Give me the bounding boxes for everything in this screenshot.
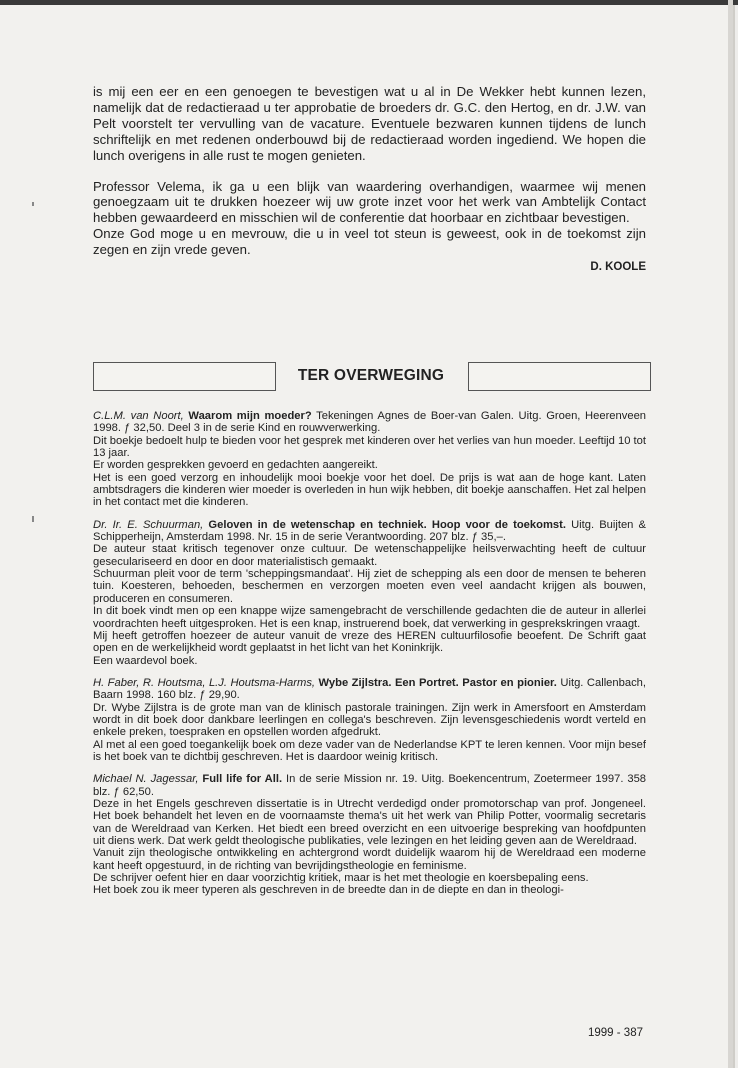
review-meta: In de serie Mission nr. 19. Uitg. Boekencentrum, Zoetermeer 1997. 358 blz. ƒ 62,50. [93,773,647,798]
letter-paragraph: Onze God moge u en mevrouw, die u in veel tot steun is geweest, ook in de toekomst zijn zegen en zijn vrede geven. [93,226,646,258]
review-meta: Uitg. Buijten & Schipperheijn, Amsterdam 1998. Nr. 15 in de serie Verantwoording. 207 blz. ƒ 35,–. [93,518,646,544]
review-meta: Tekeningen Agnes de Boer-van Galen. Uitg. Groen, Heerenveen 1998. ƒ 32,50. Deel 3 in de serie Kind en rouwverwerking. [93,410,647,435]
review-author: Michael N. Jagessar, [93,773,199,786]
review-paragraph: Een waardevol boek. [93,654,198,667]
review-title: Wybe Zijlstra. Een Portret. Pastor en pionier. [318,676,557,689]
review-paragraph: Er worden gesprekken gevoerd en gedachten aangereikt. [93,459,378,472]
header-box-left [93,362,276,391]
review-title: Geloven in de wetenschap en techniek. Hoop voor de toekomst. [208,518,566,531]
review-author: Dr. Ir. E. Schuurman, [93,518,204,531]
review-paragraph: In dit boek vindt men op een knappe wijze samengebracht de verschillende gedachten die de auteur in allerlei voordrachten heeft uitgesproken. Het is een knap, instruerend boek, dat verwerking in gesprekskringen vraagt. [93,605,646,630]
review-author: C.L.M. van Noort, [93,410,184,422]
review-paragraph: Het is een goed verzorg en inhoudelijk mooi boekje voor het doel. De prijs is wat aan de hoge kant. Laten ambtsdragers die kinderen wier moeder is overleden in hun wijk hebben, dit boekje aanschaffen. Het zal helpen in het contact met die kinderen. [93,471,646,509]
review-paragraph: Deze in het Engels geschreven dissertatie is in Utrecht verdedigd onder promotorschap van prof. Jongeneel. Het boek behandelt het leven en de voornaamste thema's uit het werk van Philip Potter, voormalig secretaris van de Wereldraad van Kerken. Het biedt een breed overzicht en een uitvoerige bespreking van hoofdpunten uit diens werk. Dat werk geldt theologische publikaties, vele lezingen en het leiding geven aan de Wereldraad. [93,797,646,847]
section-title: TER OVERWEGING [297,367,445,384]
review-item [93,773,646,896]
review-author: H. Faber, R. Houtsma, L.J. Houtsma-Harms, [93,676,316,689]
page-number: 1999 - 387 [588,1027,643,1039]
review-paragraph: Het boek zou ik meer typeren als geschreven in de breedte dan in de diepte en dan in theologi- [93,884,564,897]
review-paragraph: De schrijver oefent hier en daar voorzichtig kritiek, maar is het met theologie en koersbepaling eens. [93,872,589,885]
letter-paragraph: Professor Velema, ik ga u een blijk van waardering overhandigen, waarmee wij menen genoegzaam uit te drukken hoezeer wij uw grote inzet voor het werk van Ambtelijk Contact hebben gewaardeerd en misschien wil de conferentie dat hoorbaar en zichtbaar bevestigen. [93,178,646,226]
review-paragraph: De auteur staat kritisch tegenover onze cultuur. De wetenschappelijke heilsverwachting heeft de cultuur geseculariseerd en door en door materialistisch gemaakt. [93,543,646,568]
review-header [93,410,646,435]
review-item [93,410,646,509]
review-title: Full life for All. [202,773,283,786]
review-item [93,677,646,763]
margin-mark [32,516,34,522]
review-paragraph: Mij heeft getroffen hoezeer de auteur vanuit de vreze des HEREN cultuurfilosofie beoefent. De Schrift gaat open en de werkelijkheid wordt geplaatst in het licht van het Koninkrijk. [93,629,646,655]
review-header [93,773,646,798]
review-title: Waarom mijn moeder? [188,410,312,422]
review-paragraph: Al met al een goed toegankelijk boek om deze vader van de Nederlandse KPT te leren kennen. Voor mijn besef is het boek van te dichtbij geschreven. Het is daardoor weinig kritisch. [93,738,646,763]
letter-paragraph: is mij een eer en een genoegen te bevestigen wat u al in De Wekker hebt kunnen lezen, namelijk dat de redactieraad u ter approbatie de broeders dr. G.C. den Hertog, en dr. J.W. van Pelt voorstelt ter vervulling van de vacature. Eventuele bezwaren kunnen tijdens de lunch schriftelijk en met redenen onderbouwd bij de redactieraad worden ingediend. We hopen die lunch overigens in alle rust te mogen genieten. [93,84,646,163]
section-header [93,362,651,392]
signature: D. KOOLE [590,261,646,274]
page-right-edge [728,0,733,1068]
review-header [93,677,646,702]
review-paragraph: Dit boekje bedoelt hulp te bieden voor het gesprek met kinderen over het verlies van hun moeder. Leeftijd 10 tot 13 jaar. [93,434,646,460]
letter-body [93,84,646,276]
review-header [93,519,646,544]
review-paragraph: Dr. Wybe Zijlstra is de grote man van de klinisch pastorale trainingen. Zijn werk in Amersfoort en Amsterdam wordt in dit boek door dankbare leerlingen en collega's beschreven. Zijn levensgeschiedenis wordt verteld en enkele preken, toespraken en opstellen worden afgedrukt. [93,701,646,739]
page-top-edge [0,0,738,5]
header-box-right [468,362,651,391]
review-item [93,519,646,667]
reviews [93,410,646,907]
margin-mark [32,202,34,206]
review-meta: Uitg. Callenbach, Baarn 1998. 160 blz. ƒ 29,90. [93,676,646,702]
review-paragraph: Vanuit zijn theologische ontwikkeling en achtergrond wordt duidelijk waarom hij de Wereldraad een moderne kant heeft opgestuurd, in de richting van bevrijdingstheologie en feminisme. [93,847,646,872]
review-paragraph: Schuurman pleit voor de term 'scheppingsmandaat'. Hij ziet de schepping als een door de mensen te beheren tuin. Koesteren, behoeden, beschermen en verzorgen moeten even veel aandacht krijgen als bouwen, produceren en consumeren. [93,568,646,605]
